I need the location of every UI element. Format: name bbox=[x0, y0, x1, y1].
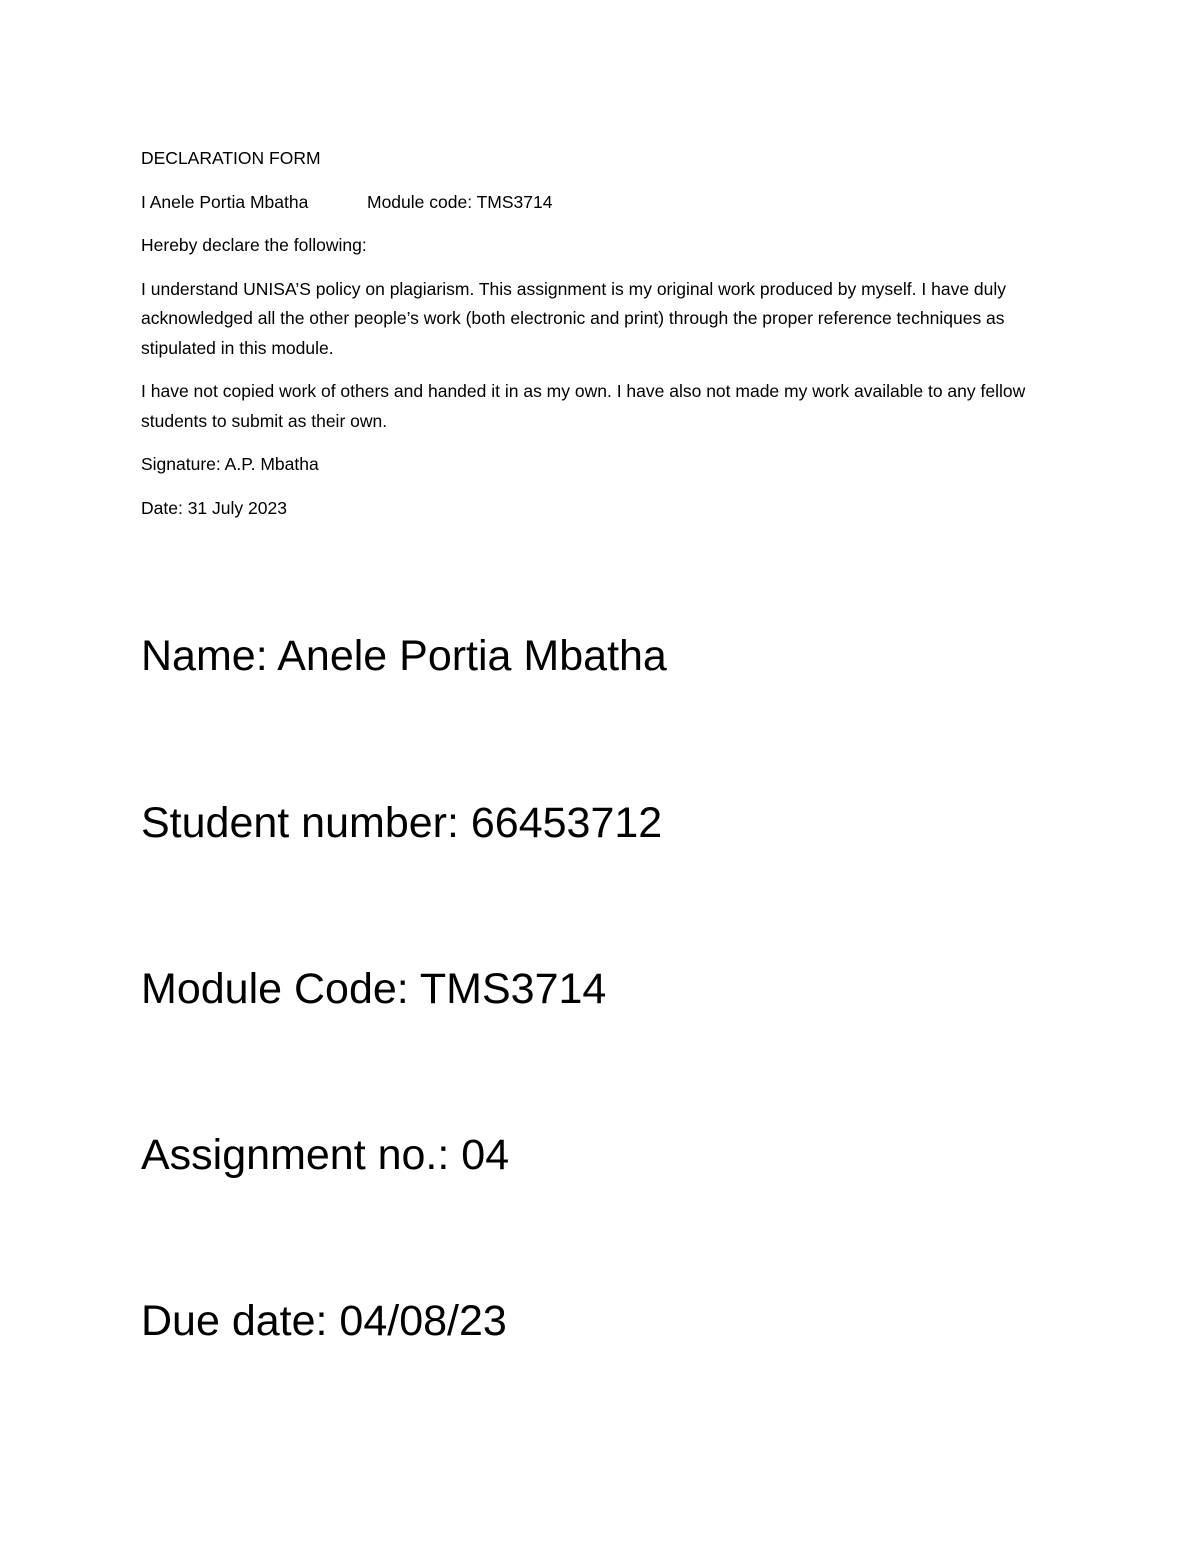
cover-module-code: Module Code: TMS3714 bbox=[141, 965, 607, 1013]
copying-paragraph: I have not copied work of others and handed it in as my own. I have also not made my work available to any fellow students to submit as their own. bbox=[141, 381, 1026, 431]
signature-line: Signature: A.P. Mbatha bbox=[141, 454, 319, 474]
declarant-name: I Anele Portia Mbatha bbox=[141, 191, 309, 212]
declarant-module-code: Module code: TMS3714 bbox=[367, 191, 553, 212]
plagiarism-paragraph: I understand UNISA’S policy on plagiarism. This assignment is my original work produced by myself. I have duly acknowledged all the other people’s work (both electronic and print) through the proper reference techniques as stipulated in this module. bbox=[141, 278, 1007, 358]
declaration-section bbox=[141, 144, 1061, 537]
cover-due-date: Due date: 04/08/23 bbox=[141, 1297, 507, 1345]
cover-assignment-number: Assignment no.: 04 bbox=[141, 1131, 510, 1179]
declarant-row bbox=[141, 188, 1061, 218]
cover-student-number: Student number: 66453712 bbox=[141, 799, 663, 847]
declaration-title: DECLARATION FORM bbox=[141, 148, 321, 168]
cover-name: Name: Anele Portia Mbatha bbox=[141, 632, 667, 680]
date-line: Date: 31 July 2023 bbox=[141, 497, 287, 518]
hereby-declare-text: Hereby declare the following: bbox=[141, 235, 367, 255]
